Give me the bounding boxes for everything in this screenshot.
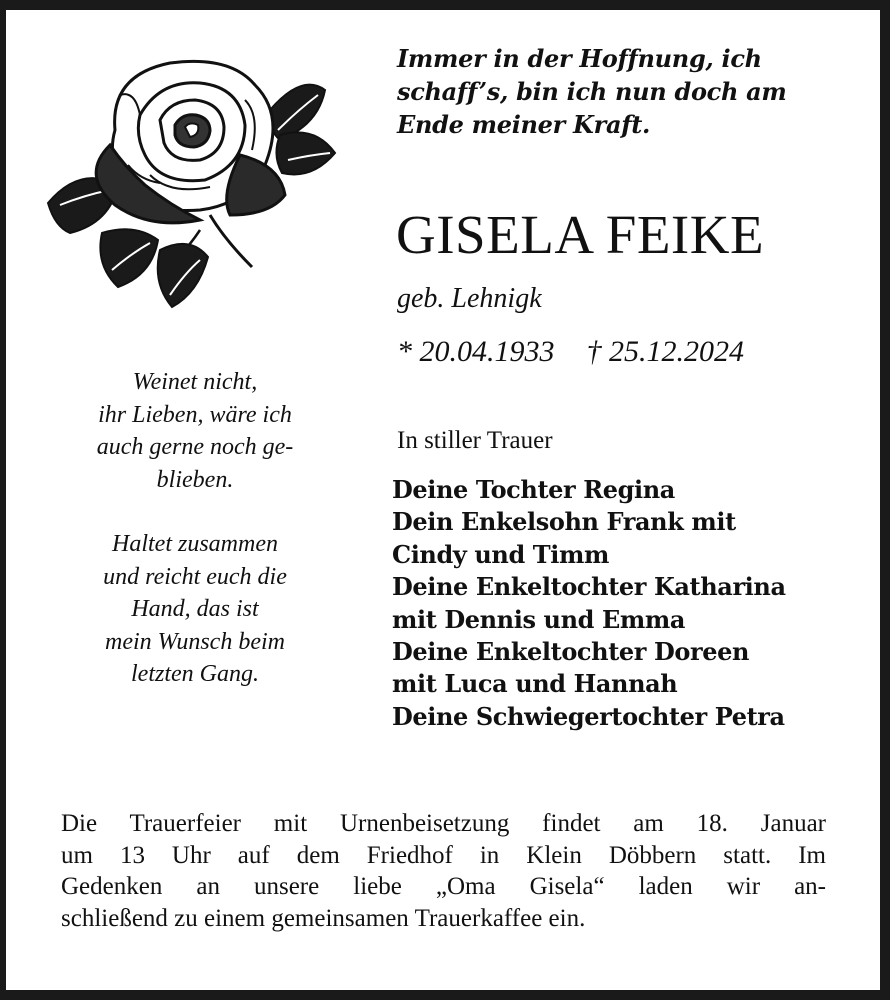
death-date: † 25.12.2024 [586,335,744,368]
poem-line: letzten Gang. [131,661,259,687]
poem-line: auch gerne noch ge- [96,434,294,460]
mourners-list [392,474,786,733]
poem [55,366,335,691]
life-dates [397,333,744,371]
top-quote [397,42,827,141]
poem-line: Haltet zusammen [112,531,278,557]
quote-line: schaff’s, bin ich nun doch am [397,77,787,106]
mourner-line: Deine Tochter Regina [392,475,675,504]
poem-line: Weinet nicht, [132,369,258,395]
funeral-line: schließend zu einem gemeinsamen Trauerkaffee ein. [61,904,586,932]
funeral-info [61,808,826,934]
deceased-name: GISELA FEIKE [396,204,765,265]
funeral-line: Die Trauerfeier mit Urnenbeisetzung findet am 18. Januar [61,810,826,837]
poem-line: ihr Lieben, wäre ich [98,401,292,428]
poem-line: mein Wunsch beim [105,628,285,655]
poem-spacer [55,496,335,528]
maiden-name: geb. Lehnigk [397,283,542,314]
grief-label: In stiller Trauer [397,427,553,454]
mourner-line: Cindy und Timm [392,539,609,569]
mourner-line: mit Dennis und Emma [392,604,685,634]
poem-line: und reicht euch die [103,563,287,590]
funeral-line: Gedenken an unsere liebe „Oma Gisela“ laden wir an- [61,873,826,900]
poem-line: Hand, das ist [131,596,259,622]
quote-line: Immer in der Hoffnung, ich [397,44,762,73]
mourner-line: Deine Schwiegertochter Petra [392,701,785,731]
mourner-line: Deine Enkeltochter Doreen [392,637,749,667]
rose-icon [40,55,340,315]
quote-line: Ende meiner Kraft. [397,110,651,139]
mourner-line: Dein Enkelsohn Frank mit [392,507,736,537]
birth-date: * 20.04.1933 [397,335,555,368]
funeral-line: um 13 Uhr auf dem Friedhof in Klein Döbbern statt. Im [61,841,826,869]
poem-line: blieben. [156,466,234,493]
mourner-line: Deine Enkeltochter Katharina [392,572,786,602]
mourner-line: mit Luca und Hannah [392,669,678,699]
